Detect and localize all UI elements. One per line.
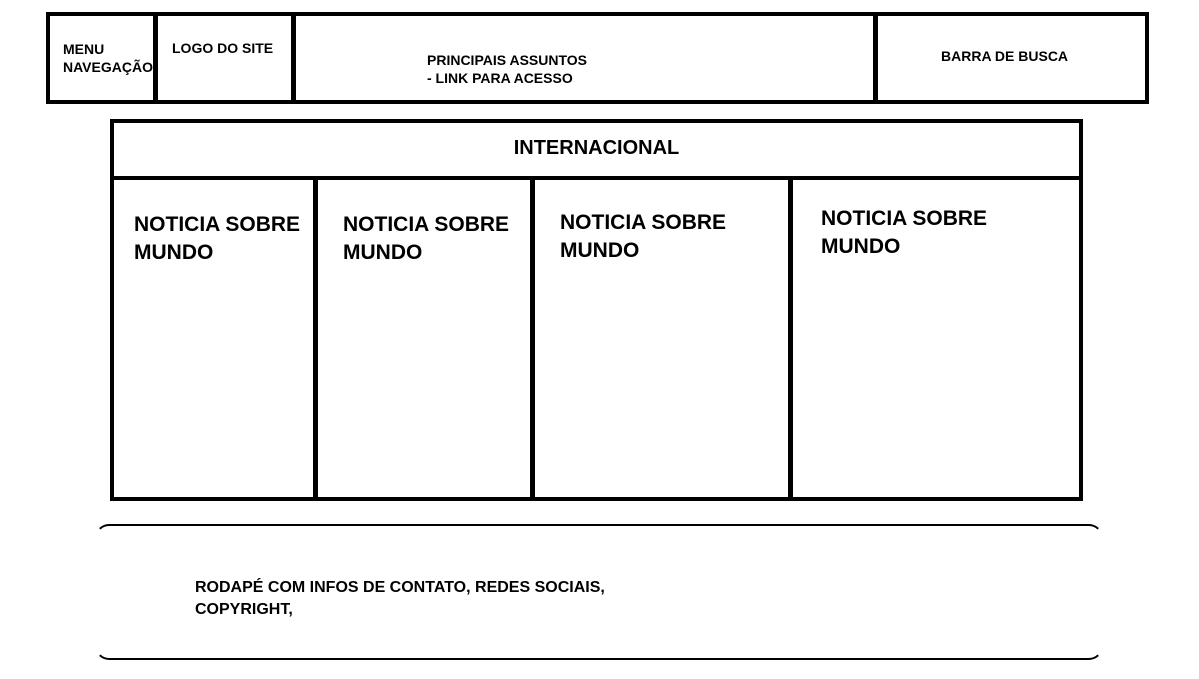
header-divider [153, 12, 158, 104]
section-title-divider [110, 176, 1083, 180]
news-divider [313, 178, 318, 500]
news-card[interactable]: NOTICIA SOBRE MUNDO [821, 207, 988, 258]
news-divider [530, 178, 535, 500]
news-divider [788, 178, 793, 500]
site-logo-placeholder[interactable]: LOGO DO SITE [172, 40, 274, 56]
header-divider [873, 12, 878, 104]
main-topics-links-placeholder[interactable]: PRINCIPAIS ASSUNTOS - LINK PARA ACESSO [427, 52, 587, 86]
news-card[interactable]: NOTICIA SOBRE MUNDO [134, 213, 301, 264]
search-bar-placeholder[interactable]: BARRA DE BUSCA [941, 48, 1069, 64]
header-divider [291, 12, 296, 104]
menu-navigation-placeholder[interactable]: MENU NAVEGAÇÃO [63, 41, 153, 75]
news-card[interactable]: NOTICIA SOBRE MUNDO [560, 211, 727, 262]
footer-text: RODAPÉ COM INFOS DE CONTATO, REDES SOCIAIS, COPYRIGHT, [195, 579, 605, 618]
section-title: INTERNACIONAL [513, 137, 680, 159]
news-card[interactable]: NOTICIA SOBRE MUNDO [343, 213, 510, 264]
